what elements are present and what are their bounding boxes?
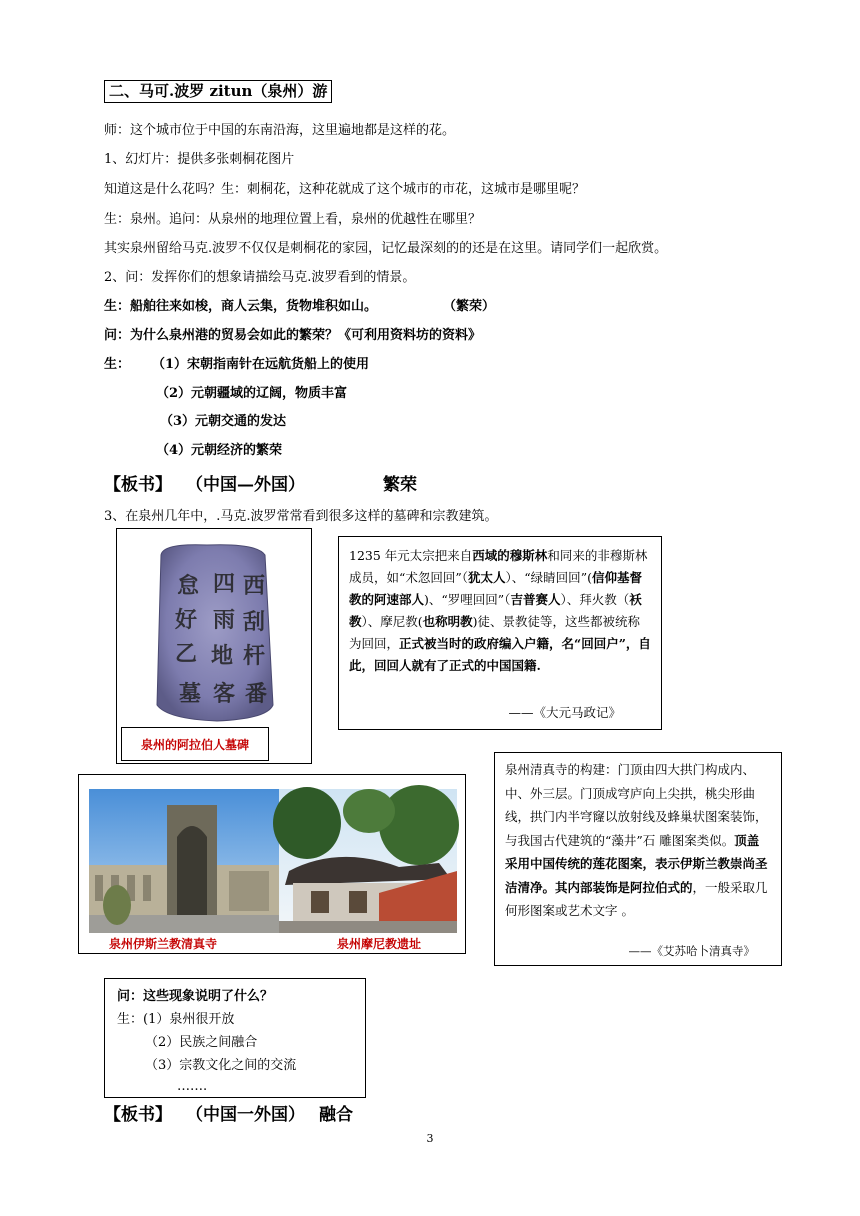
quote-mosque-text: 泉州清真寺的构建：门顶由四大拱门构成内、中、外三层。门顶成穹庐向上尖拱，桃尖形曲线，拱门内半穹窿以放射线及蜂巢状图案装饰，与我国古代建筑的“藻井”石 雕图案类似。顶盖采用中国传统的莲花图案，表示伊斯兰教崇尚圣洁清净。其内部装饰是阿拉伯式的，一般采取几何形图案或艺术文字 。 xyxy=(505,762,768,918)
svg-text:墓: 墓 xyxy=(179,681,202,707)
svg-text:客: 客 xyxy=(213,681,236,707)
answer-tag: （繁荣） xyxy=(443,299,496,314)
photos-figure xyxy=(78,774,466,954)
manichean-caption: 泉州摩尼教遗址 xyxy=(337,937,422,951)
student-label: 生： xyxy=(104,357,131,372)
question-line-2: 2、问：发挥你们的想象请描绘马克.波罗看到的情景。 xyxy=(104,270,416,285)
slide-line: 1、幻灯片：提供多张刺桐花图片 xyxy=(104,152,295,167)
tombstone-caption: 泉州的阿拉伯人墓碑 xyxy=(121,727,269,761)
student-label: 生： xyxy=(104,299,131,314)
why-question: 问：为什么泉州港的贸易会如此的繁荣？《可利用资料坊的资料》 xyxy=(104,328,482,343)
board-label: 【板书】 xyxy=(104,1105,172,1125)
answer-text: 船舶往来如梭，商人云集，货物堆积如山。 xyxy=(130,299,378,314)
svg-text:四: 四 xyxy=(213,571,236,597)
mosque-caption: 泉州伊斯兰教清真寺 xyxy=(109,937,218,951)
section-heading: 二、马可.波罗 zitun（泉州）游 xyxy=(104,80,332,103)
quote-yuan-source: ——《大元马政记》 xyxy=(508,705,621,720)
board-word: 繁荣 xyxy=(383,475,417,495)
qa-answer-4: ……. xyxy=(177,1079,208,1094)
reason-4: （4）元朝经济的繁荣 xyxy=(156,443,283,458)
quote-mosque-source: ——《艾苏哈卜清真寺》 xyxy=(628,944,755,958)
reason-3: （3）元朝交通的发达 xyxy=(160,414,287,429)
question-line: 知道这是什么花吗？生：刺桐花，这种花就成了这个城市的市花，这城市是哪里呢？ xyxy=(104,182,586,197)
svg-text:刮: 刮 xyxy=(243,609,266,635)
board-word: 融合 xyxy=(319,1105,353,1125)
svg-text:雨: 雨 xyxy=(213,607,236,633)
svg-text:乙: 乙 xyxy=(175,641,198,667)
board-text: （中国一外国） xyxy=(186,1105,305,1125)
svg-text:地: 地 xyxy=(211,643,234,669)
reason-1 xyxy=(104,356,369,374)
tombstone-figure xyxy=(116,528,312,764)
svg-text:杆: 杆 xyxy=(243,643,266,669)
qa-answer-3: （3）宗教文化之间的交流 xyxy=(145,1058,297,1073)
board-text: （中国—外国） xyxy=(186,475,305,495)
board-note-2 xyxy=(104,1100,353,1125)
quote-box-mosque xyxy=(494,752,782,966)
teacher-line: 师：这个城市位于中国的东南沿海，这里遍地都是这样的花。 xyxy=(104,123,456,138)
board-note-1 xyxy=(104,470,417,495)
quote-box-yuan xyxy=(338,536,662,730)
qa-answer-1: 生：(1）泉州很开放 xyxy=(117,1012,235,1027)
page-number: 3 xyxy=(426,1132,434,1145)
reason-2: （2）元朝疆域的辽阔，物质丰富 xyxy=(156,386,348,401)
student-line: 生：泉州。追问：从泉州的地理位置上看，泉州的优越性在哪里？ xyxy=(104,212,482,227)
tomb-intro-line: 3、在泉州几年中，.马克.波罗常常看到很多这样的墓碑和宗教建筑。 xyxy=(104,509,498,524)
paragraph-line: 其实泉州留给马克.波罗不仅仅是刺桐花的家园，记忆最深刻的的还是在这里。请同学们一起欣赏。 xyxy=(104,241,668,256)
reason-1-text: （1）宋朝指南针在远航货船上的使用 xyxy=(152,357,370,372)
quote-yuan-text: 1235 年元太宗把来自西域的穆斯林和同来的非穆斯林成员，如“术忽回回”（犹太人）、“绿睛回回”(信仰基督教的阿速部人)、“罗哩回回”（吉普赛人）、拜火教（袄教）、摩尼教(也称明教)徒、景教徒等，这些都被统称为回回，正式被当时的政府编入户籍，名“回回户”，自此，回回人就有了正式的中国国籍. xyxy=(349,548,651,673)
qa-box xyxy=(104,978,366,1098)
tombstone-image xyxy=(117,529,311,723)
board-label: 【板书】 xyxy=(104,475,172,495)
svg-text:怠: 怠 xyxy=(177,573,200,599)
mosque-temple-photos xyxy=(79,775,465,953)
svg-text:番: 番 xyxy=(245,681,268,707)
student-answer-line xyxy=(104,298,495,316)
svg-text:好: 好 xyxy=(175,607,198,633)
svg-text:西: 西 xyxy=(243,573,266,599)
qa-question: 问：这些现象说明了什么？ xyxy=(117,989,274,1004)
qa-answer-2: （2）民族之间融合 xyxy=(145,1035,258,1050)
